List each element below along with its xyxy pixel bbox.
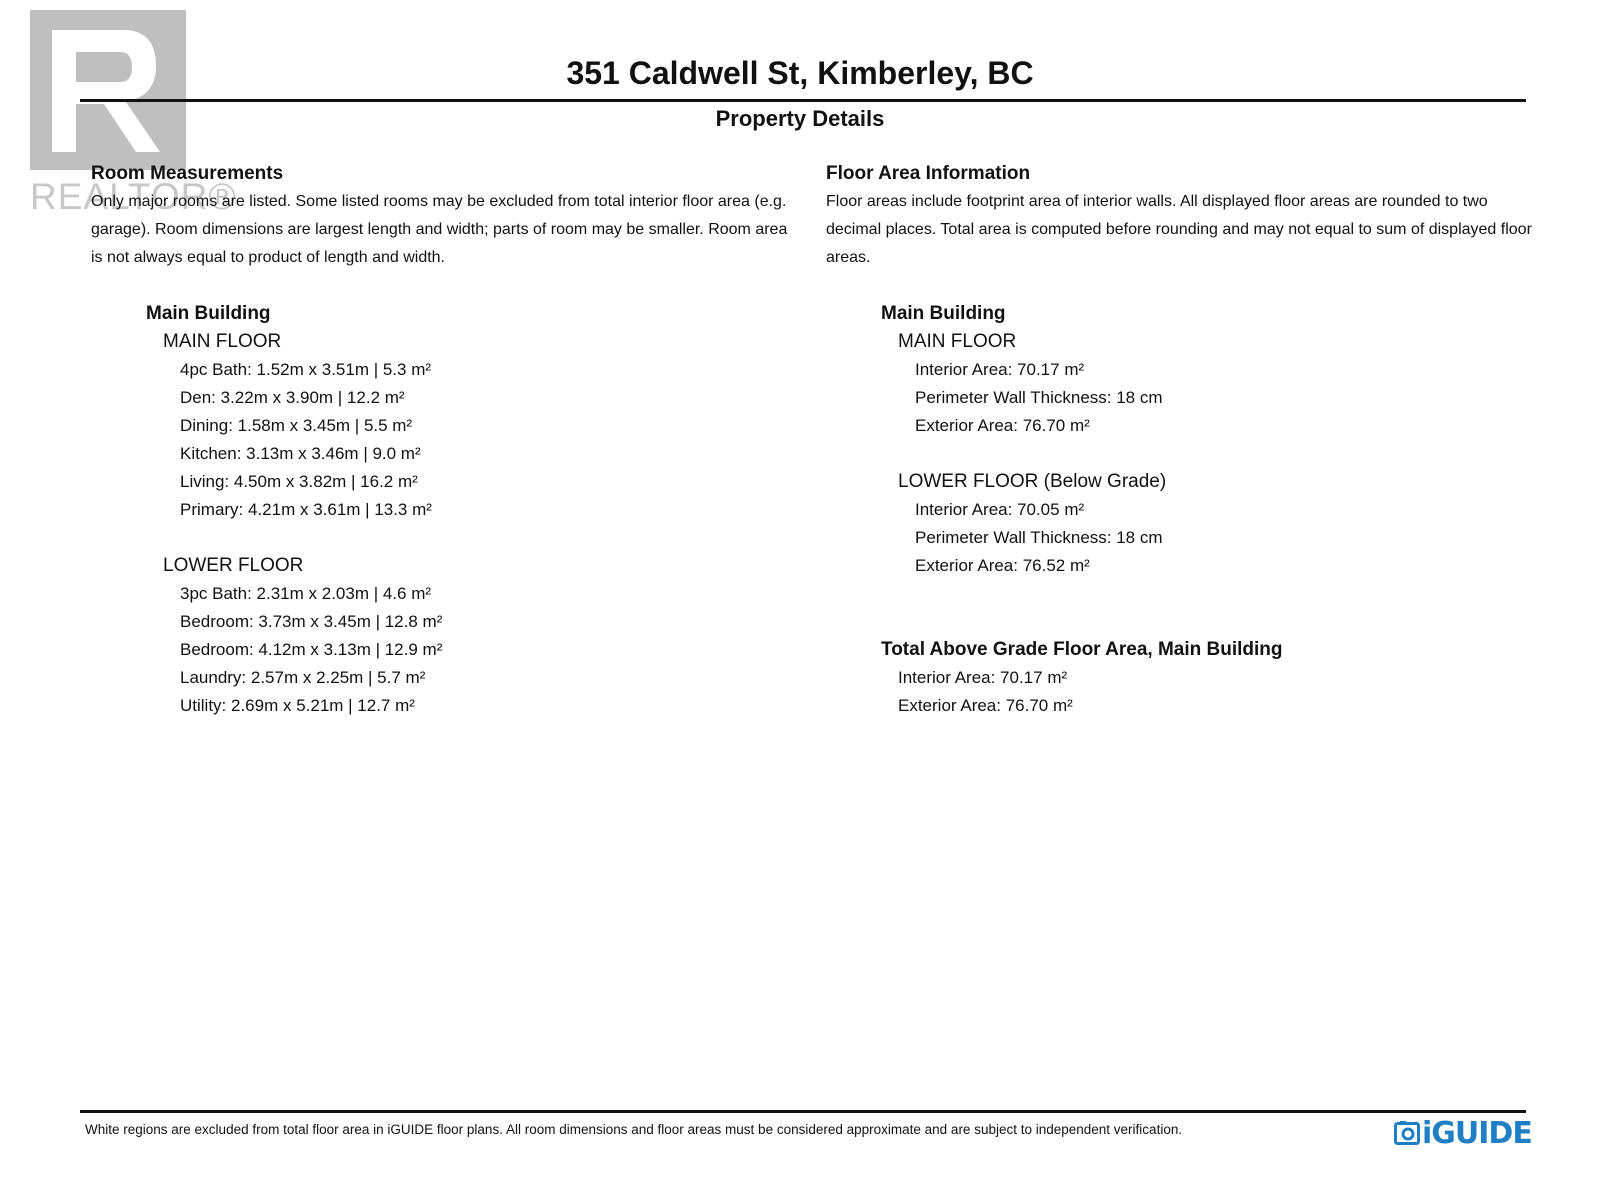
area-floor-label: LOWER FLOOR (Below Grade) (898, 471, 1167, 492)
room-row: 4pc Bath: 1.52m x 3.51m | 5.3 m² (180, 360, 432, 379)
room-row: Dining: 1.58m x 3.45m | 5.5 m² (180, 416, 413, 435)
room-building-block (91, 300, 791, 720)
room-floor-label: LOWER FLOOR (163, 555, 304, 576)
area-row: Perimeter Wall Thickness: 18 cm (915, 528, 1163, 547)
area-building-heading: Main Building (881, 303, 1006, 324)
room-building-heading: Main Building (146, 303, 271, 324)
room-row: Living: 4.50m x 3.82m | 16.2 m² (180, 472, 418, 491)
iguide-camera-icon (1394, 1120, 1420, 1146)
realtor-watermark-text: REALTOR® (30, 176, 237, 217)
page-title: 351 Caldwell St, Kimberley, BC (566, 55, 1034, 91)
room-measurements-section (91, 162, 791, 720)
total-area-row: Interior Area: 70.17 m² (898, 668, 1068, 687)
footer-divider (80, 1110, 1526, 1113)
area-floor-main (881, 328, 1546, 440)
room-row: Laundry: 2.57m x 2.25m | 5.7 m² (180, 668, 426, 687)
floor-area-note: Floor areas include footprint area of interior walls. All displayed floor areas are rounded to two decimal places. Total area is computed before rounding and may not equal to sum of displayed floor areas. (826, 193, 1532, 266)
iguide-logo-text: iGUIDE (1422, 1115, 1532, 1151)
area-row: Interior Area: 70.05 m² (915, 500, 1085, 519)
room-measurements-heading: Room Measurements (91, 163, 284, 184)
room-row: Den: 3.22m x 3.90m | 12.2 m² (180, 388, 405, 407)
floor-area-heading: Floor Area Information (826, 163, 1031, 184)
room-row: Utility: 2.69m x 5.21m | 12.7 m² (180, 696, 415, 715)
area-row: Exterior Area: 76.70 m² (915, 416, 1090, 435)
area-floor-lower (881, 468, 1546, 580)
total-area-row: Exterior Area: 76.70 m² (898, 696, 1073, 715)
room-row: Primary: 4.21m x 3.61m | 13.3 m² (180, 500, 432, 519)
room-floor-main (146, 328, 791, 524)
room-row: Kitchen: 3.13m x 3.46m | 9.0 m² (180, 444, 421, 463)
room-floor-label: MAIN FLOOR (163, 331, 282, 352)
room-floor-lower (146, 552, 791, 720)
area-row: Perimeter Wall Thickness: 18 cm (915, 388, 1163, 407)
iguide-logo (1394, 1113, 1532, 1153)
area-floor-label: MAIN FLOOR (898, 331, 1017, 352)
room-measurements-note: Only major rooms are listed. Some listed rooms may be excluded from total interior floor area (e.g. garage). Room dimensions are largest length and width; parts of room may be smaller. Room area is not always equal to product of length and width. (91, 193, 788, 266)
room-row: Bedroom: 3.73m x 3.45m | 12.8 m² (180, 612, 443, 631)
area-building-block (826, 300, 1546, 580)
area-row: Exterior Area: 76.52 m² (915, 556, 1090, 575)
page-subtitle: Property Details (715, 106, 885, 131)
room-row: Bedroom: 4.12m x 3.13m | 12.9 m² (180, 640, 443, 659)
total-area-block (826, 636, 1546, 720)
footer-disclaimer: White regions are excluded from total floor area in iGUIDE floor plans. All room dimensions and floor areas must be considered approximate and are subject to independent verification. (85, 1122, 1183, 1137)
title-divider (80, 99, 1526, 102)
floor-area-section (826, 162, 1546, 720)
room-row: 3pc Bath: 2.31m x 2.03m | 4.6 m² (180, 584, 432, 603)
total-area-heading: Total Above Grade Floor Area, Main Building (881, 639, 1283, 660)
area-row: Interior Area: 70.17 m² (915, 360, 1085, 379)
